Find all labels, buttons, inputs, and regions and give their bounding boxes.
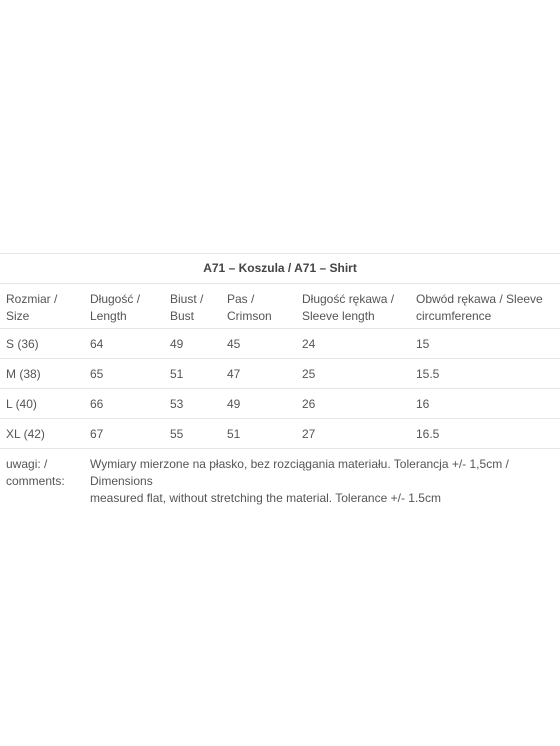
header-sleeve-circumference [410, 284, 560, 329]
cell-size: L (40) [0, 389, 84, 419]
cell-bust: 51 [164, 359, 221, 389]
cell-length: 66 [84, 389, 164, 419]
table-header-row [0, 284, 560, 329]
header-waist-en: Crimson [227, 309, 272, 323]
header-size-en: Size [6, 309, 30, 323]
header-length [84, 284, 164, 329]
size-chart-table [0, 253, 560, 507]
cell-waist: 49 [221, 389, 296, 419]
cell-sleeve-length: 27 [296, 419, 410, 449]
table-row [0, 359, 560, 389]
cell-sleeve-circumference: 16.5 [410, 419, 560, 449]
header-bust [164, 284, 221, 329]
cell-sleeve-length: 25 [296, 359, 410, 389]
table-row [0, 329, 560, 359]
cell-size: S (36) [0, 329, 84, 359]
cell-bust: 55 [164, 419, 221, 449]
cell-sleeve-circumference: 15 [410, 329, 560, 359]
comment-text-line-1: Wymiary mierzone na płasko, bez rozciągania materiału. Tolerancja +/- 1,5cm / Dimensions [90, 457, 509, 488]
comment-label-en: comments: [6, 474, 65, 488]
comment-text-line-2: measured flat, without stretching the material. Tolerance +/- 1.5cm [90, 491, 441, 505]
header-waist-pl: Pas / [227, 292, 255, 306]
cell-length: 65 [84, 359, 164, 389]
cell-bust: 49 [164, 329, 221, 359]
table-row [0, 389, 560, 419]
cell-sleeve-circumference: 15.5 [410, 359, 560, 389]
table-title-row [0, 254, 560, 284]
header-length-en: Length [90, 309, 127, 323]
cell-sleeve-length: 24 [296, 329, 410, 359]
header-size-pl: Rozmiar / [6, 292, 58, 306]
header-sleeve-length-en: Sleeve length [302, 309, 375, 323]
header-bust-en: Bust [170, 309, 195, 323]
header-sleeve-length-pl: Długość rękawa / [302, 292, 395, 306]
header-waist [221, 284, 296, 329]
comment-label-pl: uwagi: / [6, 457, 48, 471]
table-title: A71 – Koszula / A71 – Shirt [0, 254, 560, 284]
header-sleeve-circ-pl: Obwód rękawa / Sleeve [416, 292, 543, 306]
table-row [0, 419, 560, 449]
comment-row [0, 449, 560, 508]
header-bust-pl: Biust / [170, 292, 204, 306]
cell-waist: 47 [221, 359, 296, 389]
cell-length: 64 [84, 329, 164, 359]
cell-waist: 51 [221, 419, 296, 449]
cell-size: M (38) [0, 359, 84, 389]
cell-sleeve-length: 26 [296, 389, 410, 419]
header-sleeve-circ-en: circumference [416, 309, 492, 323]
cell-length: 67 [84, 419, 164, 449]
cell-bust: 53 [164, 389, 221, 419]
cell-sleeve-circumference: 16 [410, 389, 560, 419]
header-length-pl: Długość / [90, 292, 141, 306]
comment-text [84, 449, 560, 508]
cell-size: XL (42) [0, 419, 84, 449]
comment-label [0, 449, 84, 508]
cell-waist: 45 [221, 329, 296, 359]
header-sleeve-length [296, 284, 410, 329]
header-size [0, 284, 84, 329]
